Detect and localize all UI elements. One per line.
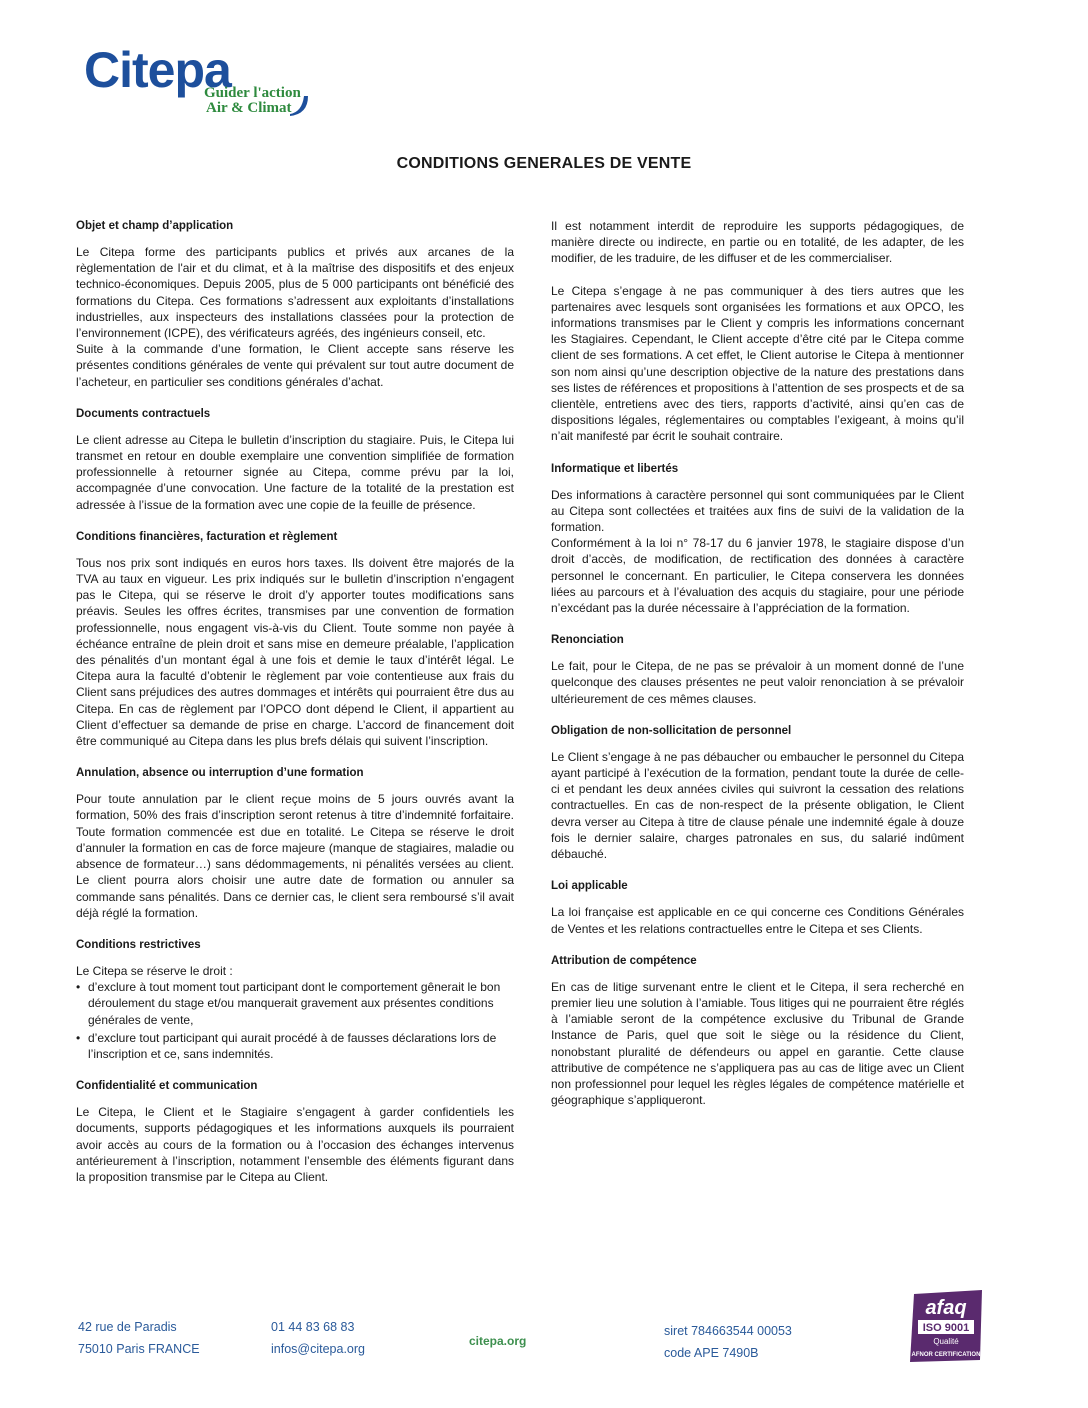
afaq-afnor: AFNOR CERTIFICATION	[911, 1352, 981, 1358]
logo-swoosh-icon	[288, 94, 310, 116]
paragraph: Il est notamment interdit de reproduire les supports pédagogiques, de manière directe ou indirecte, en partie ou en totalité, de les adapter, de les modifier, de les traduire, de les diffuser et de les commercialiser.	[551, 219, 964, 266]
afaq-iso-certification-icon	[908, 1290, 984, 1362]
section-title-objet: Objet et champ d’application	[76, 220, 234, 232]
website-link[interactable]: citepa.org	[469, 1334, 527, 1348]
footer-legal	[664, 1320, 792, 1364]
afaq-qualite: Qualité	[933, 1337, 959, 1346]
list-item: • d’exclure à tout moment tout participant dont le comportement gênerait le bon déroulement du stage et/ou manquerait gravement aux présentes conditions générales de vente,	[88, 979, 514, 1028]
section-title-conditions-restrictives: Conditions restrictives	[76, 938, 201, 951]
section-title-loi-applicable: Loi applicable	[551, 880, 628, 893]
citepa-logo	[84, 42, 324, 122]
paragraph: Le Client s’engage à ne pas débaucher ou embaucher le personnel du Citepa ayant participé à l’exécution de la formation, pendant toute la durée de celle-ci et pendant les deux années civiles qui suivront la cessation des relations contractuelles. En cas de non-respect de la présente obligation, le Client devra verser au Citepa à titre de clause pénale une indemnité égale à douze fois le dernier salaire, charges patronales en sus, du salarié indûment débauché.	[551, 749, 964, 862]
afaq-iso: ISO 9001	[922, 1322, 970, 1334]
left-column	[76, 218, 514, 1201]
section-title-documents: Documents contractuels	[76, 407, 211, 420]
paragraph: Suite à la commande d’une formation, le Client accepte sans réserve les présentes conditions générales de vente qui prévalent sur tout autre document de l’acheteur, en particulier ses conditions générales d’achat.	[76, 342, 514, 389]
section-title-attribution: Attribution de compétence	[551, 954, 697, 967]
section-title-renonciation: Renonciation	[551, 634, 624, 647]
paragraph: Tous nos prix sont indiqués en euros hors taxes. Ils doivent être majorés de la TVA au taux en vigueur. Les prix indiqués sur le bulletin d’inscription n’engagent pas le Citepa, qui se réserve le droit d’y apporter toutes modifications sans préavis. Seules les offres écrites, transmises par une convention de formation professionnelle, nous engagent vis-à-vis du Client. Toute somme non payée à échéance entraîne de plein droit et sans mise en demeure préalable, l’application des pénalités d’un montant égal à une fois et demie le taux d’intérêt légal. Le Citepa aura la faculté d’obtenir le règlement par voie contentieuse aux frais du Client sans préjudices des autres dommages et intérêts qui pourraient être dus au Citepa. En cas de règlement par l’OPCO dont dépend le Client, il appartient au Client d’effectuer sa demande de prise en charge. L’accord de financement doit être communiqué au Citepa dans les plus brefs délais qui suivent l’inscription.	[76, 555, 514, 749]
section-title-confidentialite: Confidentialité et communication	[76, 1080, 258, 1093]
paragraph: Pour toute annulation par le client reçue moins de 5 jours ouvrés avant la formation, 50% des frais d’inscription seront retenus à titre d’indemnité forfaitaire. Toute formation commencée est due en totalité. Le Citepa se réserve le droit d’annuler la formation en cas de force majeure (manque de stagiaires, maladie ou absence de formateur…) sans dédommagements, ni pénalités versées au client. Le client pourra alors choisir une autre date de formation ou annuler sa commande sans pénalités. Dans ce dernier cas, le client sera remboursé s’il avait déjà réglé la formation.	[76, 792, 514, 920]
section-title-non-sollicitation: Obligation de non-sollicitation de personnel	[551, 724, 792, 737]
ape-code: code APE 7490B	[664, 1346, 759, 1360]
logo-tagline-1: Guider l'action	[204, 85, 301, 101]
section-title-annulation: Annulation, absence ou interruption d’une formation	[76, 767, 364, 780]
phone-number: 01 44 83 68 83	[271, 1320, 355, 1334]
list-item: • d’exclure tout participant qui aurait procédé à de fausses déclarations lors de l’inscription et ce, sans indemnités.	[88, 1030, 514, 1062]
afaq-brand: afaq	[925, 1297, 967, 1319]
footer-address	[78, 1316, 200, 1360]
section-title-conditions-financieres: Conditions financières, facturation et règlement	[76, 530, 338, 543]
address-line-1: 42 rue de Paradis	[78, 1320, 177, 1334]
paragraph: Le Citepa forme des participants publics et privés aux arcanes de la règlementation de l'air et du climat, et à la maîtrise des dispositifs et des enjeux technico-économiques. Depuis 2005, plus de 5 000 participants ont bénéficié des formations du Citepa. Ces formations s’adressent aux exploitants d’installations industrielles, aux inspecteurs des installations classées pour la protection de l’environnement (ICPE), des vérificateurs agréés, des ingénieurs conseil, etc.	[76, 245, 514, 341]
footer-contact	[271, 1316, 365, 1360]
paragraph: En cas de litige survenant entre le client et le Citepa, il sera recherché en premier lieu une solution à l’amiable. Tous litiges qui ne pourraient être réglés à l’amiable seront de la compétence exclusive du Tribunal de Grande Instance de Paris, quel que soit le siège ou la résidence du Client, nonobstant pluralité de défendeurs ou appel en garantie. Cette clause attributive de compétence ne s’appliquera pas au cas de litige avec un Client non professionnel pour lequel les règles légales de compétence matérielle et géographique s’appliqueront.	[551, 979, 964, 1108]
right-column	[551, 218, 964, 1124]
page-title: CONDITIONS GENERALES DE VENTE	[396, 155, 692, 172]
paragraph: Le Citepa s’engage à ne pas communiquer à des tiers autres que les partenaires avec lesquels sont organisées les formations et aux OPCO, les informations transmises par le Client y compris les informations concernant les Stagiaires. Cependant, le Client accepte d’être cité par le Citepa comme client de ses formations. A cet effet, le Client autorise le Citepa à mentionner son nom ainsi qu’une description objective de la nature des prestations dans ses listes de références et propositions à l’attention de ses prospects et de sa clientèle, entretiens avec des tiers, rapports d’activité, ainsi qu’en cas de dispositions légales, réglementaires ou comptables l’exigeant, à moins qu’il n’ait manifesté par écrit le souhait contraire.	[551, 283, 964, 444]
paragraph: La loi française est applicable en ce qui concerne ces Conditions Générales de Ventes et les relations contractuelles entre le Citepa et ses Clients.	[551, 905, 964, 936]
paragraph: Le Citepa se réserve le droit :	[76, 963, 233, 978]
paragraph: Le Citepa, le Client et le Stagiaire s’engagent à garder confidentiels les documents, supports pédagogiques et les informations auxquels ils pourraient avoir accès au cours de la formation ou à l’occasion des échanges intervenus antérieurement à l’inscription, notamment l’ensemble des éléments figurant dans la proposition transmise par le Citepa au Client.	[76, 1105, 514, 1184]
siret-number: siret 784663544 00053	[664, 1324, 792, 1338]
paragraph: Des informations à caractère personnel qui sont communiquées par le Client au Citepa sont collectées et traitées aux fins de suivi de la validation de la formation.	[551, 487, 964, 535]
paragraph: Le fait, pour le Citepa, de ne pas se prévaloir à un moment donné de l’une quelconque des clauses présentes ne peut valoir renonciation à se prévaloir ultérieurement de ces mêmes clauses.	[551, 659, 964, 706]
paragraph: Conformément à la loi n° 78-17 du 6 janvier 1978, le stagiaire dispose d’un droit d’accès, de modification, de rectification des données à caractère personnel le concernant. En particulier, le Citepa conservera les données liées au parcours et à l’évaluation des acquis du stagiaire, pour une période n’excédant pas la durée nécessaire à l’appréciation de la formation.	[551, 536, 964, 616]
email-link[interactable]: infos@citepa.org	[271, 1342, 365, 1356]
paragraph: Le client adresse au Citepa le bulletin d’inscription du stagiaire. Puis, le Citepa lui transmet en retour en double exemplaire une convention simplifiée de formation professionnelle à retourner signée au Citepa, comme prévu par la loi, accompagnée d’une convocation. Une facture de la totalité de la prestation est adressée à l’issue de la formation avec une copie de la feuille de présence.	[76, 432, 514, 512]
address-line-2: 75010 Paris FRANCE	[78, 1342, 200, 1356]
restrictions-list	[76, 979, 514, 1062]
section-title-informatique: Informatique et libertés	[551, 462, 679, 475]
logo-tagline-2: Air & Climat	[206, 100, 292, 116]
logo-wordmark: Citepa	[84, 42, 231, 98]
